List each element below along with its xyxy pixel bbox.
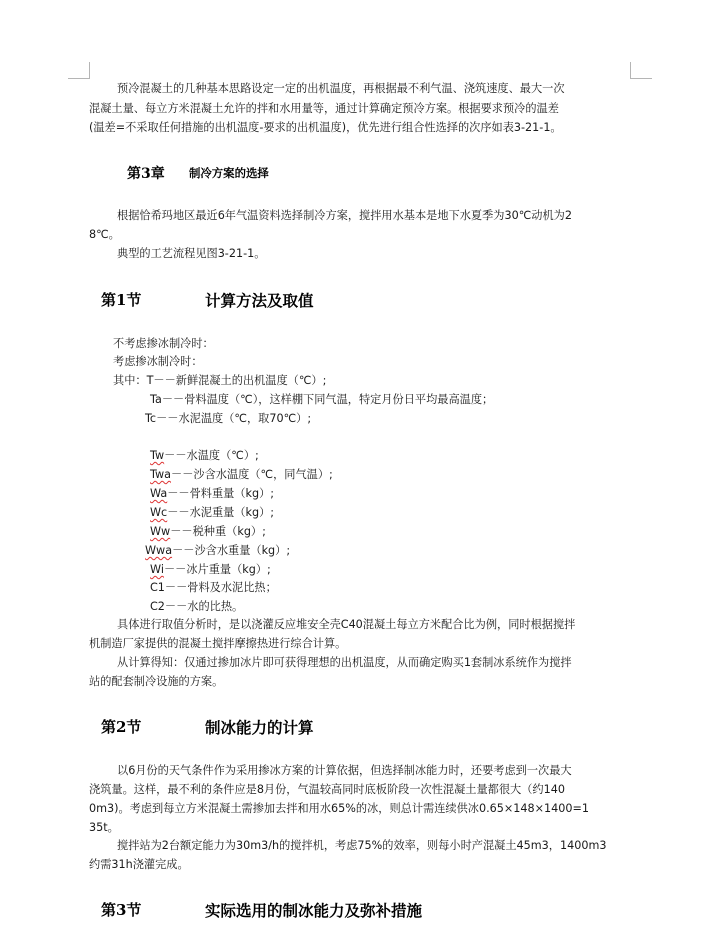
def-ww: －－税种重（kg）; xyxy=(170,525,266,538)
intro-line-3: (温差=不采取任何措施的出机温度-要求的出机温度)，优先进行组合性选择的次序如表3-21-1。 xyxy=(89,121,562,134)
def-wc: －－水泥重量（kg）; xyxy=(167,506,275,519)
ice-line-3: 0m3)。考虑到每立方米混凝土需掺加去拌和用水65%的冰，则总计需连续供冰0.65×148×1400=1 xyxy=(89,802,589,815)
calc-twa xyxy=(150,467,333,483)
calc-wc xyxy=(150,505,274,521)
chapter-body-line-2: 8℃。 xyxy=(89,228,120,241)
ice-line-5: 搅拌站为2台额定能力为30m3/h的搅拌机，考虑75%的效率，则每小时产混凝土45m3，1400m3 xyxy=(117,839,607,852)
calc-c1: C1－－骨料及水泥比热； xyxy=(150,581,277,594)
chapter-body-line-1: 根据恰希玛地区最近6年气温资料选择制冷方案，搅拌用水基本是地下水夏季为30℃动机为2 xyxy=(117,209,572,222)
symbol-wi: Wi xyxy=(150,563,164,576)
chapter-heading xyxy=(127,163,269,183)
def-wi: －－冰片重量（kg）; xyxy=(163,563,271,576)
ice-line-1: 以6月份的天气条件作为采用掺冰方案的计算依据，但选择制冰能力时，还要考虑到一次最大 xyxy=(117,764,572,777)
section-2-title: 制冰能力的计算 xyxy=(205,719,314,737)
chapter-body-line-3: 典型的工艺流程见图3-21-1。 xyxy=(117,247,266,260)
calc-where: 其中：T－－新鲜混凝土的出机温度（℃）; xyxy=(113,374,327,387)
section-3-number: 第3节 xyxy=(101,901,142,919)
def-wa: －－骨料重量（kg）; xyxy=(167,487,275,500)
calc-ta: Ta－－骨料温度（℃），这样棚下同气温，特定月份日平均最高温度； xyxy=(150,393,494,406)
intro-line-2: 混凝土量、每立方米混凝土允许的拌和水用量等，通过计算确定预冷方案。根据要求预冷的温差 xyxy=(89,102,559,115)
section-1-number: 第1节 xyxy=(101,291,142,309)
symbol-tw: Tw xyxy=(150,449,165,462)
symbol-wwa: Wwa xyxy=(145,544,173,557)
analysis-line-2: 机制造厂家提供的混凝土搅拌摩擦热进行综合计算。 xyxy=(89,637,347,650)
calc-tw xyxy=(150,448,259,464)
symbol-wa: Wa xyxy=(150,487,168,500)
def-tw: －－水温度（℃）; xyxy=(164,449,259,462)
calc-wwa xyxy=(145,543,290,559)
section-3-title: 实际选用的制冰能力及弥补措施 xyxy=(205,902,423,920)
analysis-line-1: 具体进行取值分析时，是以浇灌反应堆安全壳C40混凝土每立方米配合比为例，同时根据搅拌 xyxy=(117,618,576,631)
calc-no-ice: 不考虑掺冰制冷时： xyxy=(113,337,214,350)
calc-wi xyxy=(150,562,271,578)
symbol-ww: Ww xyxy=(150,525,171,538)
symbol-twa: Twa xyxy=(150,468,171,481)
section-1-title: 计算方法及取值 xyxy=(205,292,314,310)
calc-c2: C2－－水的比热。 xyxy=(150,600,244,613)
intro-line-1: 预冷混凝土的几种基本思路设定一定的出机温度，再根据最不利气温、浇筑速度、最大一次 xyxy=(117,82,565,95)
def-twa: －－沙含水温度（℃，同气温）; xyxy=(171,468,333,481)
symbol-wc: Wc xyxy=(150,506,168,519)
chapter-title: 制冷方案的选择 xyxy=(189,166,269,180)
crop-mark-top-left xyxy=(68,62,90,79)
chapter-number: 第3章 xyxy=(127,166,165,182)
ice-line-6: 约需31h浇灌完成。 xyxy=(89,858,189,871)
calc-with-ice: 考虑掺冰制冷时： xyxy=(113,355,203,368)
ice-line-4: 35t。 xyxy=(89,821,119,834)
crop-mark-top-right xyxy=(630,62,652,79)
analysis-line-3: 从计算得知：仅通过掺加冰片即可获得理想的出机温度，从而确定购买1套制冰系统作为搅拌 xyxy=(117,656,572,669)
calc-ww xyxy=(150,524,266,540)
analysis-line-4: 站的配套制冷设施的方案。 xyxy=(89,675,224,688)
section-2-number: 第2节 xyxy=(101,718,142,736)
def-wwa: －－沙含水重量（kg）; xyxy=(172,544,291,557)
ice-line-2: 浇筑量。这样，最不利的条件应是8月份，气温较高同时底板阶段一次性混凝土量都很大（约140 xyxy=(89,783,565,796)
calc-wa xyxy=(150,486,274,502)
calc-tc: Tc－－水泥温度（℃，取70℃）; xyxy=(145,412,312,425)
